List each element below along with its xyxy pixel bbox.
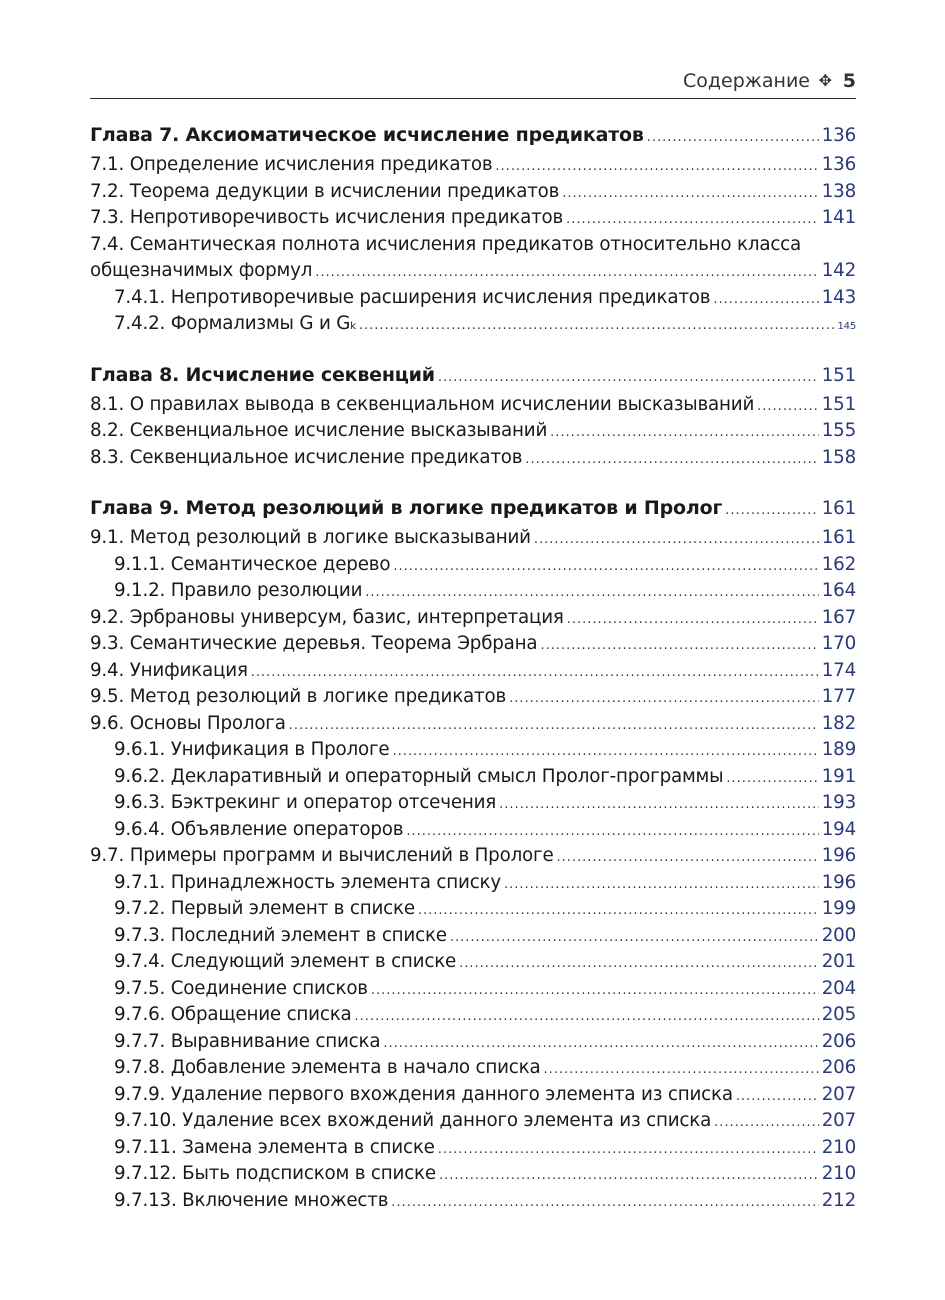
entry-title: 9.7.9. Удаление первого вхождения данного элемента из списка	[114, 1083, 733, 1105]
entry-title: Глава 9. Метод резолюций в логике предикатов и Пролог	[90, 497, 723, 519]
dot-leader	[725, 503, 819, 518]
section-gap	[90, 340, 856, 364]
dot-leader	[365, 585, 818, 600]
entry-title: 7.2. Теорема дедукции в исчислении предикатов	[90, 180, 560, 202]
dot-leader	[438, 1142, 819, 1157]
entry-page-number[interactable]: 142	[821, 260, 856, 281]
entry-title: 9.6.2. Декларативный и операторный смысл Пролог-программы	[114, 765, 724, 787]
running-header	[90, 70, 856, 99]
dot-leader	[495, 159, 818, 174]
header-title: Содержание	[683, 70, 810, 92]
toc-entry[interactable]	[90, 580, 856, 607]
toc-entry[interactable]	[90, 607, 856, 634]
entry-title: 9.1.1. Семантическое дерево	[114, 553, 391, 575]
dot-leader	[713, 292, 818, 307]
dot-leader	[391, 1195, 818, 1210]
toc-entry[interactable]	[90, 234, 856, 261]
entry-page-number[interactable]: 196	[821, 871, 856, 893]
toc-entry[interactable]	[90, 978, 856, 1005]
entry-title: 9.7. Примеры программ и вычислений в Прологе	[90, 845, 554, 866]
toc-entry[interactable]	[90, 1057, 856, 1084]
entry-page-number[interactable]: 136	[821, 125, 856, 146]
dot-leader	[315, 265, 818, 280]
entry-page-number[interactable]: 151	[821, 393, 856, 415]
section-gap	[90, 473, 856, 497]
entry-title: Глава 7. Аксиоматическое исчисление предикатов	[90, 124, 644, 146]
toc-entry[interactable]	[90, 925, 856, 952]
entry-title: 9.7.7. Выравнивание списка	[114, 1030, 381, 1052]
entry-page-number[interactable]: 193	[821, 792, 856, 813]
dot-leader	[504, 877, 819, 892]
entry-page-number[interactable]: 167	[821, 606, 856, 628]
toc-entry[interactable]	[90, 447, 856, 474]
entry-page-number[interactable]: 177	[821, 686, 856, 707]
toc-entry[interactable]	[90, 766, 856, 793]
toc-entry[interactable]	[90, 207, 856, 234]
toc-entry[interactable]	[90, 845, 856, 872]
dot-leader	[439, 1168, 819, 1183]
dot-leader	[726, 771, 818, 786]
chapter-entry[interactable]	[90, 497, 856, 527]
entry-title: 7.4.2. Формализмы G и G	[114, 313, 351, 334]
toc-entry[interactable]	[90, 1110, 856, 1137]
entry-page-number[interactable]: 164	[821, 580, 856, 601]
dot-leader	[647, 130, 819, 145]
entry-title: 9.7.5. Соединение списков	[114, 977, 368, 999]
dot-leader	[757, 399, 819, 414]
dot-leader	[566, 212, 819, 227]
entry-page-number[interactable]: 200	[821, 924, 856, 946]
dot-leader	[499, 797, 819, 812]
toc-entry[interactable]	[90, 1084, 856, 1111]
toc-entry[interactable]	[90, 181, 856, 208]
dot-leader	[359, 318, 835, 333]
entry-page-number[interactable]: 174	[821, 659, 856, 681]
entry-title: 9.1. Метод резолюций в логике высказываний	[90, 527, 531, 548]
entry-title: Глава 8. Исчисление секвенций	[90, 363, 435, 386]
toc-entry[interactable]	[90, 633, 856, 660]
dot-leader	[383, 1036, 818, 1051]
toc-entry[interactable]	[90, 394, 856, 421]
entry-page-number[interactable]: 205	[821, 1004, 856, 1025]
entry-title: общезначимых формул	[90, 260, 313, 281]
dot-leader	[418, 903, 819, 918]
toc-entry[interactable]	[90, 1137, 856, 1164]
entry-page-number[interactable]: 212	[821, 1189, 856, 1211]
dot-leader	[438, 370, 819, 385]
entry-title: 7.4.1. Непротиворечивые расширения исчисления предикатов	[114, 286, 711, 308]
entry-page-number[interactable]: 158	[821, 446, 856, 468]
entry-page-number[interactable]: 136	[821, 154, 856, 175]
entry-page-number[interactable]: 210	[821, 1136, 856, 1158]
entry-page-number[interactable]: 210	[821, 1163, 856, 1184]
toc-entry[interactable]	[90, 951, 856, 978]
dot-leader	[550, 425, 819, 440]
entry-page-number[interactable]: 191	[821, 765, 856, 787]
entry-page-number[interactable]: 196	[821, 845, 856, 866]
dot-leader	[736, 1089, 819, 1104]
toc-entry[interactable]	[90, 792, 856, 819]
entry-title: 9.7.13. Включение множеств	[114, 1189, 389, 1211]
toc-entry[interactable]	[90, 1004, 856, 1031]
dot-leader	[450, 930, 819, 945]
toc-entry[interactable]	[90, 898, 856, 925]
entry-title: 9.3. Семантические деревья. Теорема Эрбрана	[90, 633, 538, 654]
toc-entry[interactable]	[90, 260, 856, 287]
toc-entry[interactable]	[90, 1163, 856, 1190]
entry-title: 7.4. Семантическая полнота исчисления предикатов относительно класса	[90, 233, 802, 255]
entry-title: 9.2. Эрбрановы универсум, базис, интерпретация	[90, 606, 564, 628]
dot-leader	[251, 665, 819, 680]
dot-leader	[534, 532, 819, 547]
entry-page-number[interactable]: 143	[821, 286, 856, 308]
ornament-icon: ✥	[818, 71, 832, 90]
entry-title: 8.3. Секвенциальное исчисление предикатов	[90, 446, 523, 468]
dot-leader	[525, 452, 818, 467]
entry-page-number[interactable]: 155	[821, 420, 856, 441]
entry-title: 8.2. Секвенциальное исчисление высказываний	[90, 420, 548, 441]
chapter-entry[interactable]	[90, 364, 856, 394]
dot-leader	[392, 744, 818, 759]
entry-title: 9.1.2. Правило резолюции	[114, 580, 363, 601]
dot-leader	[540, 638, 818, 653]
entry-title: 9.7.12. Быть подсписком в списке	[114, 1163, 436, 1184]
entry-title: 7.3. Непротиворечивость исчисления предикатов	[90, 207, 564, 228]
table-of-contents	[90, 124, 856, 1216]
entry-page-number[interactable]: 138	[821, 180, 856, 202]
entry-page-number[interactable]: 207	[821, 1083, 856, 1105]
entry-title: 9.7.10. Удаление всех вхождений данного элемента из списка	[114, 1110, 712, 1131]
toc-entry[interactable]	[90, 554, 856, 581]
dot-leader	[557, 850, 819, 865]
toc-entry[interactable]	[90, 739, 856, 766]
entry-title: 7.1. Определение исчисления предикатов	[90, 154, 493, 175]
toc-entry[interactable]	[90, 686, 856, 713]
toc-entry[interactable]	[90, 287, 856, 314]
toc-entry[interactable]	[90, 1190, 856, 1217]
dot-leader	[544, 1062, 819, 1077]
dot-leader	[371, 983, 819, 998]
dot-leader	[406, 824, 818, 839]
dot-leader	[714, 1115, 819, 1130]
dot-leader	[567, 612, 819, 627]
entry-title: 9.6.3. Бэктрекинг и оператор отсечения	[114, 792, 497, 813]
page-number: 5	[842, 70, 856, 92]
entry-page-number[interactable]: 161	[821, 498, 856, 519]
dot-leader	[509, 691, 819, 706]
toc-entry[interactable]	[90, 819, 856, 846]
entry-title: 9.6.1. Унификация в Прологе	[114, 739, 390, 760]
entry-page-number[interactable]: 161	[821, 527, 856, 548]
toc-entry[interactable]	[90, 872, 856, 899]
entry-page-number[interactable]: 151	[821, 364, 856, 386]
entry-title: 9.7.6. Обращение списка	[114, 1004, 352, 1025]
entry-title: 9.7.1. Принадлежность элемента списку	[114, 871, 502, 893]
toc-entry[interactable]	[90, 1031, 856, 1058]
toc-entry[interactable]	[90, 313, 856, 340]
entry-title: 9.5. Метод резолюций в логике предикатов	[90, 686, 507, 707]
toc-entry[interactable]	[90, 660, 856, 687]
dot-leader	[289, 718, 819, 733]
entry-page-number[interactable]: 145	[837, 321, 856, 332]
entry-page-number[interactable]: 201	[821, 951, 856, 972]
entry-page-number[interactable]: 206	[821, 1057, 856, 1078]
dot-leader	[355, 1009, 819, 1024]
entry-page-number[interactable]: 207	[821, 1110, 856, 1131]
entry-page-number[interactable]: 162	[821, 553, 856, 575]
entry-title: 9.7.4. Следующий элемент в списке	[114, 951, 457, 972]
toc-entry[interactable]	[90, 154, 856, 181]
entry-title: 8.1. О правилах вывода в секвенциальном исчислении высказываний	[90, 393, 755, 415]
toc-entry[interactable]	[90, 713, 856, 740]
toc-entry[interactable]	[90, 527, 856, 554]
entry-title: 9.4. Унификация	[90, 659, 248, 681]
entry-page-number[interactable]: 189	[821, 739, 856, 760]
toc-entry[interactable]	[90, 420, 856, 447]
dot-leader	[562, 186, 818, 201]
entry-page-number[interactable]: 194	[821, 818, 856, 840]
entry-title: 9.7.3. Последний элемент в списке	[114, 924, 447, 946]
entry-title: 9.7.8. Добавление элемента в начало списка	[114, 1057, 541, 1078]
dot-leader	[459, 956, 819, 971]
dot-leader	[393, 559, 818, 574]
chapter-entry[interactable]	[90, 124, 856, 154]
entry-page-number[interactable]: 141	[821, 207, 856, 228]
entry-title: 9.7.2. Первый элемент в списке	[114, 898, 415, 919]
entry-page-number[interactable]: 199	[821, 898, 856, 919]
entry-title: 9.6. Основы Пролога	[90, 712, 286, 734]
entry-page-number[interactable]: 206	[821, 1030, 856, 1052]
entry-title: 9.6.4. Объявление операторов	[114, 818, 404, 840]
entry-page-number[interactable]: 170	[821, 633, 856, 654]
entry-page-number[interactable]: 182	[821, 712, 856, 734]
entry-subscript: k	[350, 321, 356, 332]
entry-page-number[interactable]: 204	[821, 977, 856, 999]
entry-title: 9.7.11. Замена элемента в списке	[114, 1136, 435, 1158]
